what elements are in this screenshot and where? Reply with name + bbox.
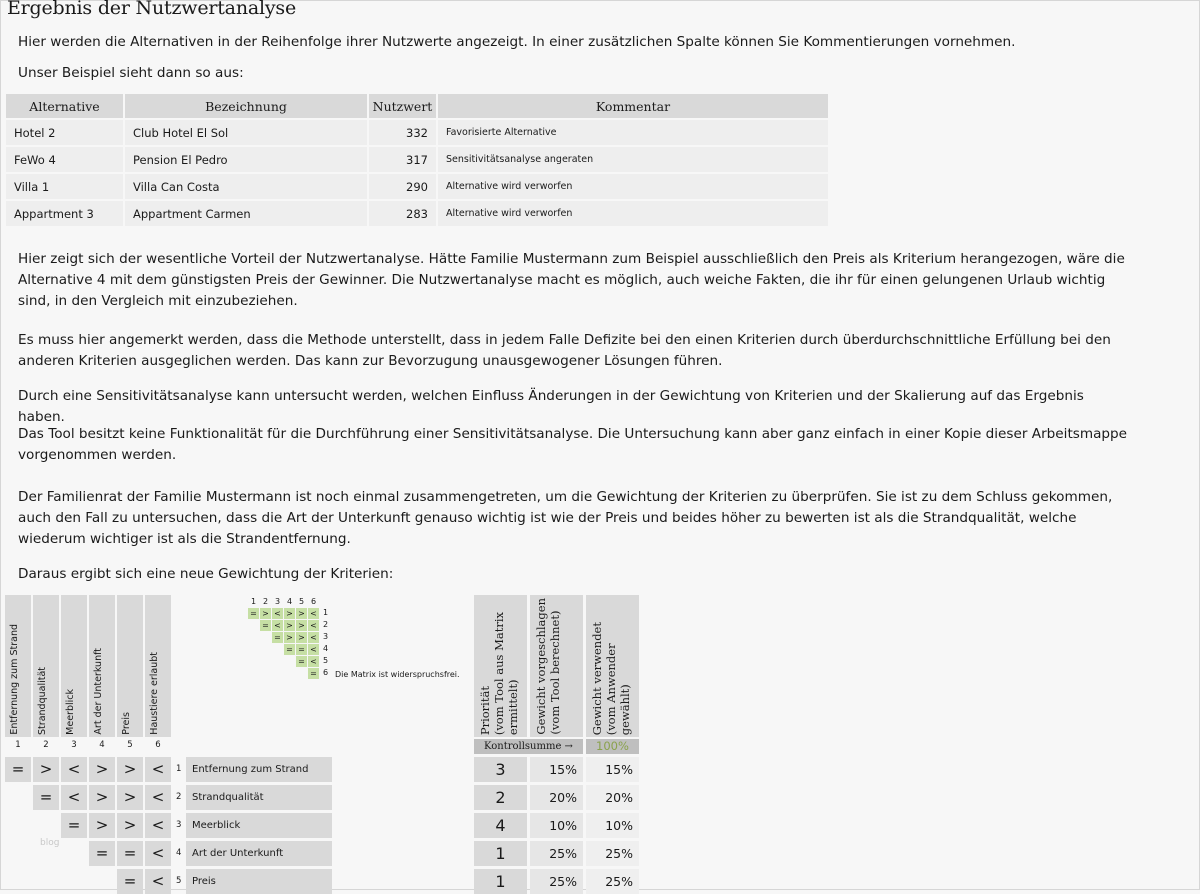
suggested-weight-cell: 25%	[530, 869, 583, 894]
paragraph-advantage: Hier zeigt sich der wesentliche Vorteil der Nutzwertanalyse. Hätte Familie Mustermann zum Beispiel ausschließlich den Preis als Kriterium herangezogen, wäre die Alternative 4 mit dem günstigsten Preis der Gewinner. Die Nutzwertanalyse macht es möglich, auch weiche Fakten, die ihr für einen gelungenen Urlaub wichtig sind, in den Vergleich mit einzubeziehen.	[18, 251, 1125, 309]
row-index: 5	[176, 876, 182, 886]
control-sum-label: Kontrollsumme →	[474, 739, 583, 754]
mini-matrix-cell: =	[296, 656, 307, 667]
matrix-header-cell: Preis	[117, 595, 143, 737]
priority-cell: 1	[474, 869, 527, 894]
row-label: Strandqualität	[186, 785, 332, 810]
control-sum-value: 100%	[586, 739, 639, 754]
mini-matrix-cell: =	[272, 632, 283, 643]
priority-cell: 1	[474, 841, 527, 866]
matrix-cell[interactable]: <	[145, 757, 171, 782]
mini-col-number: 3	[274, 597, 281, 606]
matrix-cell[interactable]: <	[145, 841, 171, 866]
mini-row-number: 4	[323, 644, 329, 653]
priority-cell: 2	[474, 785, 527, 810]
cell-alternative: Villa 1	[6, 174, 123, 199]
paragraph-caveat: Es muss hier angemerkt werden, dass die Methode unterstellt, dass in jedem Falle Defizite bei den einen Kriterien durch überdurchschnittliche Erfüllung bei den anderen Kriterien ausgeglichen werden. Das kann zur Bevorzugung unausgewogener Lösungen führen.	[18, 332, 1111, 369]
mini-matrix-cell: <	[308, 620, 319, 631]
matrix-cell[interactable]: =	[33, 785, 59, 810]
used-weight-cell[interactable]: 10%	[586, 813, 639, 838]
table-row	[6, 120, 828, 145]
mini-row-number: 6	[323, 668, 329, 677]
cell-bezeichnung: Pension El Pedro	[125, 147, 367, 172]
col-nutzwert: Nutzwert	[369, 94, 436, 118]
used-weight-cell[interactable]: 25%	[586, 869, 639, 894]
cell-nutzwert: 332	[369, 120, 436, 145]
header-priority: Priorität (vom Tool aus Matrix ermittelt)	[474, 595, 527, 737]
priority-cell: 3	[474, 757, 527, 782]
mini-row-number: 3	[323, 632, 329, 641]
matrix-header-cell: Art der Unterkunft	[89, 595, 115, 737]
matrix-cell[interactable]: >	[117, 813, 143, 838]
mini-matrix-cell: >	[296, 620, 307, 631]
cell-alternative: FeWo 4	[6, 147, 123, 172]
matrix-cell[interactable]: =	[5, 757, 31, 782]
results-header-row	[6, 94, 828, 118]
row-index: 3	[176, 820, 182, 830]
cell-kommentar[interactable]: Alternative wird verworfen	[438, 201, 828, 226]
matrix-cell[interactable]: <	[145, 869, 171, 894]
matrix-cell[interactable]: >	[89, 785, 115, 810]
used-weight-cell[interactable]: 15%	[586, 757, 639, 782]
intro-example: Unser Beispiel sieht dann so aus:	[18, 65, 244, 81]
matrix-cell[interactable]: =	[117, 869, 143, 894]
cell-alternative: Hotel 2	[6, 120, 123, 145]
matrix-cell[interactable]: <	[145, 785, 171, 810]
mini-matrix-cell: <	[308, 608, 319, 619]
matrix-col-number: 1	[15, 740, 21, 750]
results-table	[4, 92, 830, 228]
mini-col-number: 2	[262, 597, 269, 606]
mini-matrix-cell: <	[308, 644, 319, 655]
matrix-cell[interactable]: >	[117, 757, 143, 782]
mini-matrix-cell: <	[272, 620, 283, 631]
matrix-header-cell: Strandqualität	[33, 595, 59, 737]
mini-matrix-cell: >	[260, 608, 271, 619]
mini-col-number: 4	[286, 597, 293, 606]
table-row	[6, 201, 828, 226]
col-alternative: Alternative	[6, 94, 123, 118]
row-label: Entfernung zum Strand	[186, 757, 332, 782]
watermark: blog	[40, 838, 60, 848]
col-bezeichnung: Bezeichnung	[125, 94, 367, 118]
cell-kommentar[interactable]: Favorisierte Alternative	[438, 120, 828, 145]
mini-row-number: 1	[323, 608, 329, 617]
cell-nutzwert: 290	[369, 174, 436, 199]
mini-col-number: 5	[298, 597, 305, 606]
cell-kommentar[interactable]: Alternative wird verworfen	[438, 174, 828, 199]
table-row	[6, 174, 828, 199]
matrix-status-note: Die Matrix ist widerspruchsfrei.	[335, 670, 460, 679]
table-row	[6, 147, 828, 172]
matrix-cell[interactable]: >	[117, 785, 143, 810]
matrix-col-number: 5	[127, 740, 133, 750]
mini-matrix-cell: >	[284, 608, 295, 619]
mini-matrix-cell: >	[296, 608, 307, 619]
cell-bezeichnung: Villa Can Costa	[125, 174, 367, 199]
cell-alternative: Appartment 3	[6, 201, 123, 226]
matrix-col-number: 2	[43, 740, 49, 750]
row-index: 4	[176, 848, 182, 858]
paragraph-tool: Das Tool besitzt keine Funktionalität für die Durchführung einer Sensitivitätsanalyse. Die Untersuchung kann aber ganz einfach in einer Kopie dieser Arbeitsmappe vorgenommen werden.	[18, 426, 1128, 463]
matrix-cell[interactable]: =	[117, 841, 143, 866]
row-index: 2	[176, 792, 182, 802]
cell-bezeichnung: Appartment Carmen	[125, 201, 367, 226]
matrix-col-number: 4	[99, 740, 105, 750]
header-suggested-weight: Gewicht vorgeschlagen (vom Tool berechnet)	[530, 595, 583, 737]
cell-bezeichnung: Club Hotel El Sol	[125, 120, 367, 145]
suggested-weight-cell: 15%	[530, 757, 583, 782]
cell-nutzwert: 317	[369, 147, 436, 172]
matrix-cell[interactable]: <	[61, 757, 87, 782]
used-weight-cell[interactable]: 25%	[586, 841, 639, 866]
mini-matrix-cell: >	[284, 620, 295, 631]
mini-matrix-cell: >	[296, 632, 307, 643]
priority-cell: 4	[474, 813, 527, 838]
paragraph-sensitivity: Durch eine Sensitivitätsanalyse kann untersucht werden, welchen Einfluss Änderungen in der Gewichtung von Kriterien und der Skalierung auf das Ergebnis haben.	[18, 388, 1084, 425]
mini-matrix-cell: <	[308, 632, 319, 643]
mini-matrix-cell: =	[260, 620, 271, 631]
mini-matrix-cell: <	[272, 608, 283, 619]
cell-nutzwert: 283	[369, 201, 436, 226]
matrix-cell[interactable]: <	[145, 813, 171, 838]
paragraph-familienrat: Der Familienrat der Familie Mustermann ist noch einmal zusammengetreten, um die Gewichtung der Kriterien zu überprüfen. Sie ist zu dem Schluss gekommen, auch den Fall zu untersuchen, dass die Art der Unterkunft genauso wichtig ist wie der Preis und beides höher zu bewerten ist als die Strandqualität, welche wiederum wichtiger ist als die Strandentfernung.	[18, 489, 1113, 547]
mini-row-number: 5	[323, 656, 329, 665]
row-index: 1	[176, 764, 182, 774]
matrix-col-number: 6	[155, 740, 161, 750]
mini-matrix-cell: =	[308, 668, 319, 679]
row-label: Preis	[186, 869, 332, 894]
mini-matrix-cell: >	[284, 632, 295, 643]
header-used-weight: Gewicht verwendet (vom Anwender gewählt)	[586, 595, 639, 737]
intro-paragraph: Hier werden die Alternativen in der Reihenfolge ihrer Nutzwerte angezeigt. In einer zusätzlichen Spalte können Sie Kommentierungen vornehmen.	[18, 34, 1016, 50]
mini-col-number: 6	[310, 597, 317, 606]
cell-kommentar[interactable]: Sensitivitätsanalyse angeraten	[438, 147, 828, 172]
row-label: Art der Unterkunft	[186, 841, 332, 866]
suggested-weight-cell: 10%	[530, 813, 583, 838]
matrix-header-cell: Meerblick	[61, 595, 87, 737]
row-label: Meerblick	[186, 813, 332, 838]
mini-matrix-cell: =	[296, 644, 307, 655]
matrix-cell[interactable]: >	[89, 813, 115, 838]
mini-matrix-cell: <	[308, 656, 319, 667]
page-title: Ergebnis der Nutzwertanalyse	[7, 0, 296, 19]
paragraph-new-weights: Daraus ergibt sich eine neue Gewichtung der Kriterien:	[18, 566, 394, 582]
matrix-cell[interactable]: =	[61, 813, 87, 838]
used-weight-cell[interactable]: 20%	[586, 785, 639, 810]
suggested-weight-cell: 25%	[530, 841, 583, 866]
matrix-header-cell: Entfernung zum Strand	[5, 595, 31, 737]
matrix-cell[interactable]: >	[89, 757, 115, 782]
matrix-cell[interactable]: <	[61, 785, 87, 810]
matrix-cell[interactable]: =	[89, 841, 115, 866]
mini-matrix-cell: =	[248, 608, 259, 619]
mini-col-number: 1	[250, 597, 257, 606]
mini-row-number: 2	[323, 620, 329, 629]
matrix-col-number: 3	[71, 740, 77, 750]
matrix-header-cell: Haustiere erlaubt	[145, 595, 171, 737]
matrix-cell[interactable]: >	[33, 757, 59, 782]
suggested-weight-cell: 20%	[530, 785, 583, 810]
mini-matrix-cell: =	[284, 644, 295, 655]
col-kommentar: Kommentar	[438, 94, 828, 118]
